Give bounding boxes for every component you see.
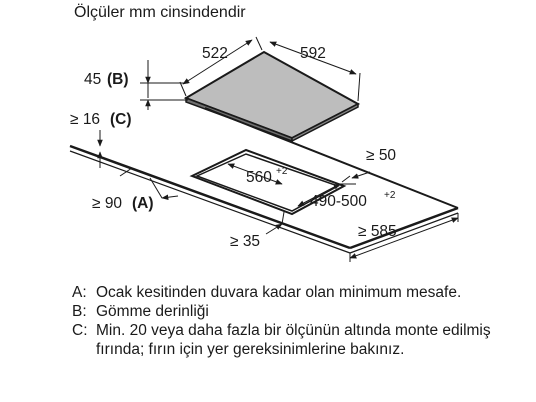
legend — [72, 283, 532, 359]
legend-key: B: — [72, 303, 87, 320]
cutout-width-tolerance: +2 — [276, 166, 288, 177]
thickness-value-label: 45 — [84, 71, 102, 88]
legend-text: Gömme derinliği — [96, 303, 209, 320]
legend-key: C: — [72, 322, 88, 339]
wall-gap-key-label: (C) — [110, 111, 132, 128]
wall-gap-value-label: ≥ 16 — [70, 111, 101, 128]
legend-text: Ocak kesitinden duvara kadar olan minimum mesafe. — [96, 284, 462, 301]
cutout-depth-tolerance: +2 — [384, 190, 396, 201]
legend-item-a — [72, 283, 532, 302]
diagram-title: Ölçüler mm cinsindendir — [74, 4, 246, 21]
rear-clearance-label: ≥ 50 — [366, 147, 397, 164]
legend-key: A: — [72, 284, 87, 301]
cutout-depth-label: 490-500 — [310, 193, 367, 210]
thickness-key-label: (B) — [107, 71, 129, 88]
width-label: 592 — [300, 45, 326, 62]
cutout-width-label: 560 — [246, 169, 272, 186]
legend-item-c — [72, 321, 532, 359]
legend-item-b — [72, 302, 532, 321]
depth-label: 522 — [202, 45, 228, 62]
legend-text: Min. 20 veya daha fazla bir ölçünün altında monte edilmiş fırında; fırın için yer gereksinimlerine bakınız. — [96, 322, 491, 358]
front-edge-label: ≥ 35 — [230, 233, 261, 250]
worktop-depth-label: ≥ 585 — [358, 223, 397, 240]
front-clearance-value-label: ≥ 90 — [92, 195, 123, 212]
front-clearance-key-label: (A) — [132, 195, 154, 212]
